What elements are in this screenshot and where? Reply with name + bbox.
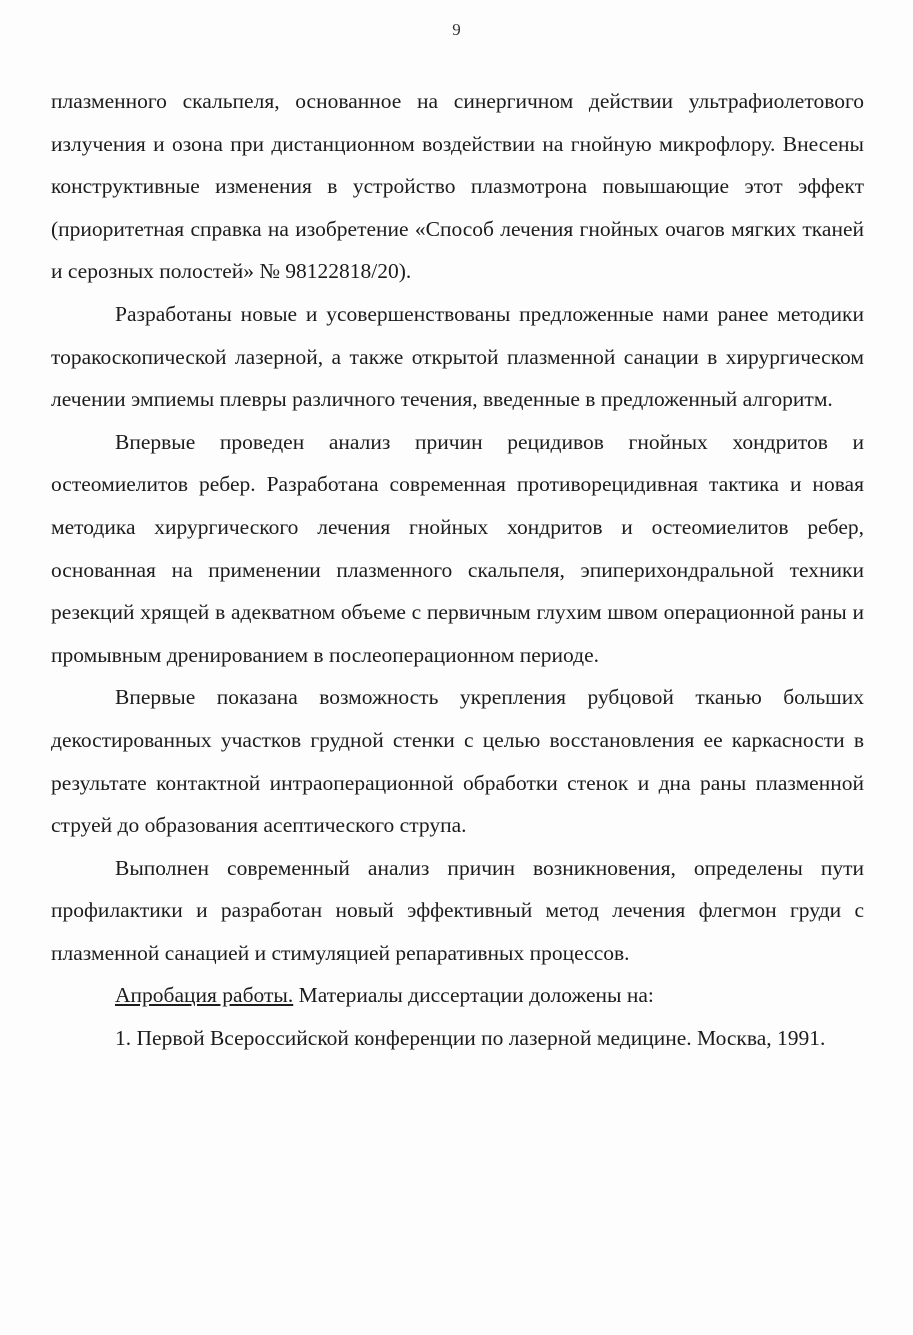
paragraph-approbation [51,974,864,1017]
paragraph-continuation: плазменного скальпеля, основанное на синергичном действии ультрафиолетового излучения и озона при дистанционном воздействии на гнойную микрофлору. Внесены конструктивные изменения в устройство плазмотрона повышающие этот эффект (приоритетная справка на изобретение «Способ лечения гнойных очагов мягких тканей и серозных полостей» № 98122818/20). [51,89,864,284]
list-item-conference-1: 1. Первой Всероссийской конференции по лазерной медицине. Москва, 1991. [115,1026,826,1051]
approbation-text: Материалы диссертации доложены на: [293,983,654,1008]
paragraph-breast-phlegmon: Выполнен современный анализ причин возникновения, определены пути профилактики и разработан новый эффективный метод лечения флегмон груди с плазменной санацией и стимуляцией репаративных процессов. [51,855,864,965]
paragraph-thoracoscopic-methods: Разработаны новые и усовершенствованы предложенные нами ранее методики торакоскопической лазерной, а также открытой плазменной санации в хирургическом лечении эмпиемы плевры различного течения, введенные в предложенный алгоритм. [51,301,864,412]
paragraph-chondritis-analysis: Впервые проведен анализ причин рецидивов гнойных хондритов и остеомиелитов ребер. Разработана современная противорецидивная тактика и новая методика хирургического лечения гнойных хондритов и остеомиелитов ребер, основанная на применении плазменного скальпеля, эпиперихондральной техники резекций хрящей в адекватном объеме с первичным глухим швом операционной раны и промывным дренированием в послеоперационном периоде. [51,429,864,667]
page-number: 9 [452,20,461,39]
paragraph-chest-wall: Впервые показана возможность укрепления рубцовой тканью больших декостированных участков грудной стенки с целью восстановления ее каркасности в результате контактной интраоперационной обработки стенок и дна раны плазменной струей до образования асептического струпа. [51,685,864,838]
approbation-heading: Апробация работы. [115,983,294,1008]
document-body [51,80,864,1060]
